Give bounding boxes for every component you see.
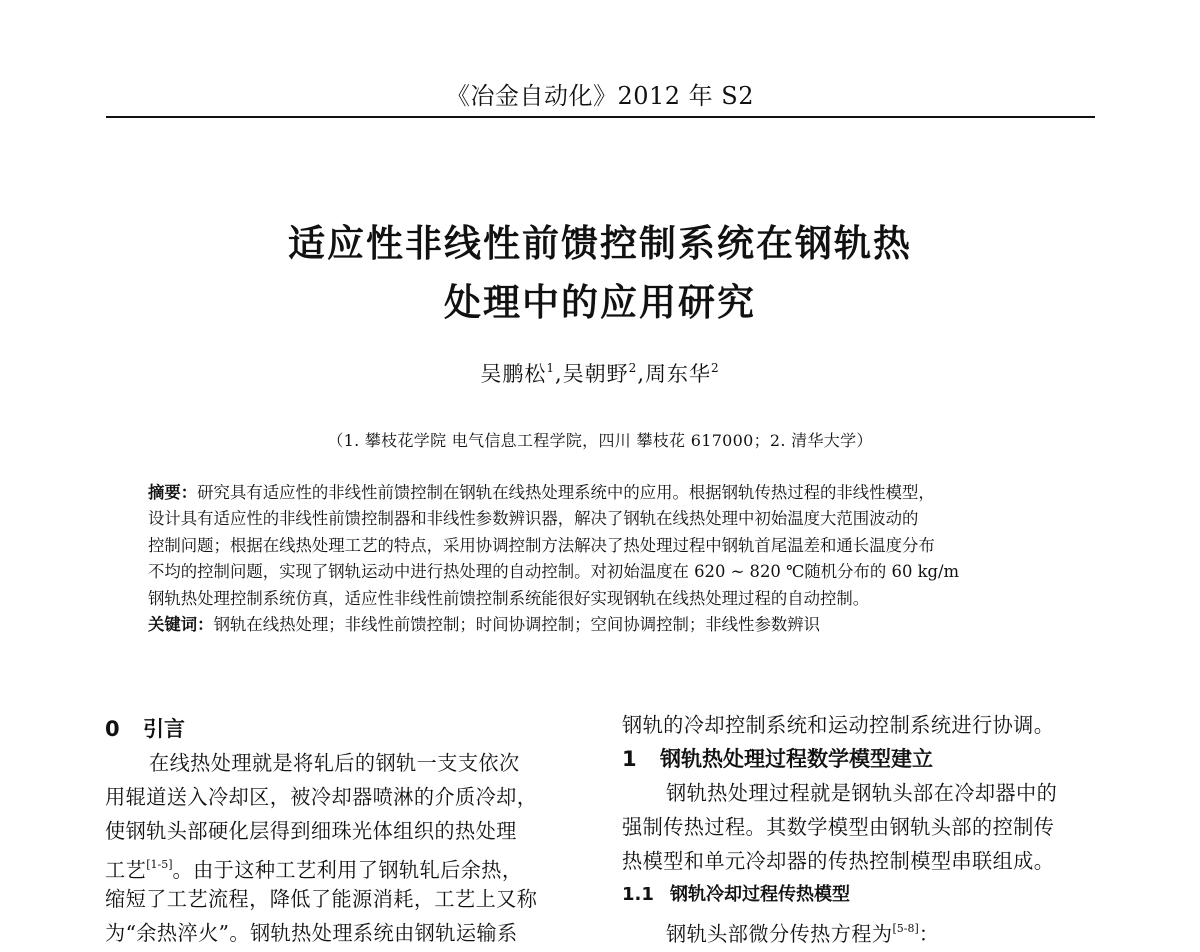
author-name: 吴朝野 — [562, 362, 629, 386]
body-text: 。由于这种工艺利用了钢轨轧后余热， — [172, 858, 523, 882]
keywords-text: 钢轨在线热处理；非线性前馈控制；时间协调控制；空间协调控制；非线性参数辨识 — [213, 614, 821, 634]
section-title: 引言 — [143, 717, 185, 741]
body-text: ： — [918, 922, 940, 946]
right-column — [622, 708, 1102, 946]
section-heading-introduction — [105, 712, 585, 746]
paper-title-line-2: 处理中的应用研究 — [444, 281, 756, 324]
body-line: 为“余热淬火”。钢轨热处理系统由钢轨运输系 — [105, 921, 518, 945]
body-text: 钢轨头部微分传热方程为 — [666, 922, 893, 946]
section-heading-model — [622, 742, 1102, 776]
body-line: 钢轨热处理过程就是钢轨头部在冷却器中的 — [666, 781, 1058, 805]
body-line — [622, 912, 1102, 946]
abstract-line: 控制问题；根据在线热处理工艺的特点，采用协调控制方法解决了热处理过程中钢轨首尾温差和通长温度分布 — [148, 535, 935, 555]
body-line: 在线热处理就是将轧后的钢轨一支支依次 — [149, 751, 520, 775]
body-line: 用辊道送入冷却区，被冷却器喷淋的介质冷却， — [105, 785, 538, 809]
affiliation: （1. 攀枝花学院 电气信息工程学院，四川 攀枝花 617000；2. 清华大学） — [327, 431, 873, 450]
body-line: 钢轨的冷却控制系统和运动控制系统进行协调。 — [622, 713, 1055, 737]
paper-title-line-1: 适应性非线性前馈控制系统在钢轨热 — [288, 222, 912, 265]
section-number: 1 — [622, 747, 637, 771]
section-number: 1.1 — [622, 884, 654, 905]
left-column — [105, 712, 585, 950]
header-rule — [106, 116, 1095, 118]
body-line: 热模型和单元冷却器的传热控制模型串联组成。 — [622, 849, 1055, 873]
author-separator: , — [554, 362, 563, 386]
abstract-label: 摘要： — [148, 483, 198, 502]
author-separator: , — [637, 362, 645, 386]
abstract-line: 不均的控制问题，实现了钢轨运动中进行热处理的自动控制。对初始温度在 620 ~ 820 ℃随机分布的 60 kg/m — [148, 562, 960, 582]
author-affiliation-mark: 2 — [711, 361, 720, 375]
author-name: 周东华 — [645, 362, 711, 386]
body-line: 缩短了工艺流程，降低了能源消耗，工艺上又称 — [105, 887, 538, 911]
citation-ref: [1-5] — [146, 858, 173, 871]
author-list — [0, 358, 1200, 388]
body-text: 工艺 — [105, 858, 147, 882]
abstract-line — [148, 480, 1068, 506]
citation-ref: [5-8] — [892, 922, 919, 935]
abstract-line: 钢轨热处理控制系统仿真，适应性非线性前馈控制系统能很好实现钢轨在线热处理过程的自动控制。 — [148, 588, 870, 608]
subsection-heading-heat-transfer — [622, 878, 1102, 912]
abstract-block — [148, 480, 1068, 638]
author-affiliation-mark: 2 — [628, 361, 638, 375]
keywords-line — [148, 612, 1068, 638]
section-title: 钢轨热处理过程数学模型建立 — [660, 747, 933, 771]
author-affiliation-mark: 1 — [546, 361, 555, 375]
keywords-label: 关键词： — [148, 614, 214, 634]
body-line: 强制传热过程。其数学模型由钢轨头部的控制传 — [622, 815, 1055, 839]
abstract-line: 设计具有适应性的非线性前馈控制器和非线性参数辨识器，解决了钢轨在线热处理中初始温度大范围波动的 — [148, 509, 919, 529]
section-number: 0 — [105, 717, 120, 741]
section-title: 钢轨冷却过程传热模型 — [670, 884, 850, 905]
journal-header: 《冶金自动化》2012 年 S2 — [445, 82, 755, 110]
author-name: 吴鹏松 — [480, 362, 547, 386]
abstract-text: 研究具有适应性的非线性前馈控制在钢轨在线热处理系统中的应用。根据钢轨传热过程的非线性模型， — [197, 483, 935, 502]
body-line — [105, 848, 585, 882]
body-line: 使钢轨头部硬化层得到细珠光体组织的热处理 — [105, 819, 517, 843]
